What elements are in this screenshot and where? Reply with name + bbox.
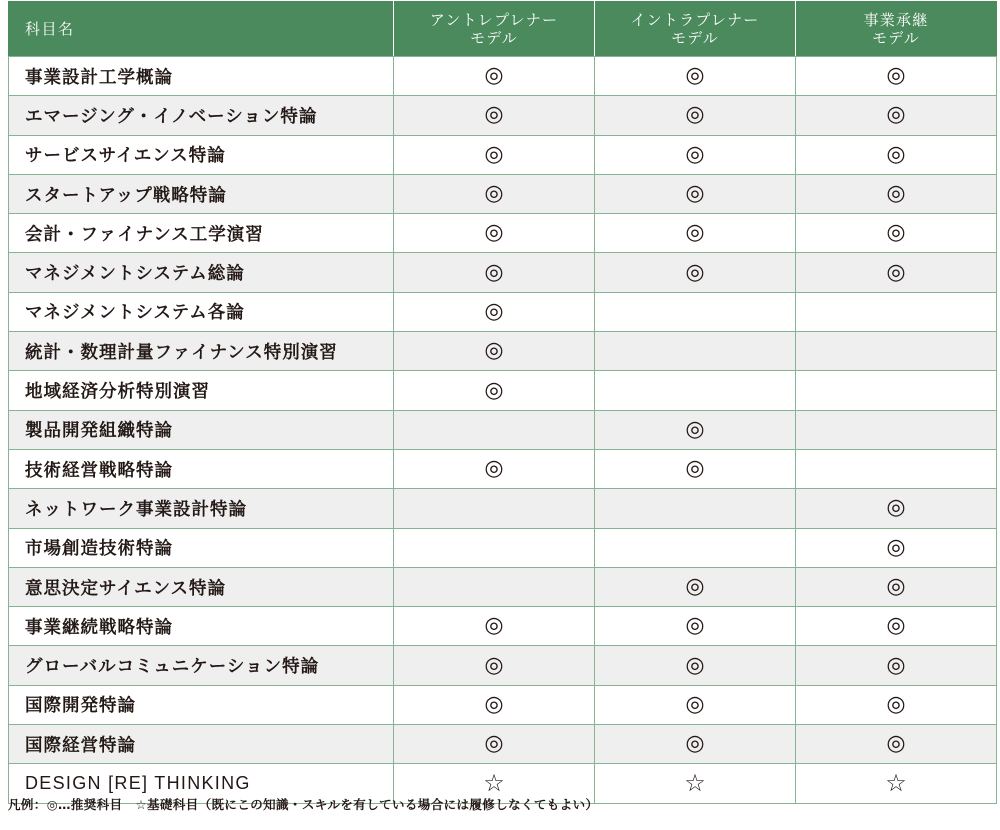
mark-cell [796, 371, 997, 410]
mark-cell [394, 253, 595, 292]
subject-name: マネジメントシステム総論 [9, 253, 394, 292]
double-circle-icon: ◎ [685, 574, 705, 599]
mark-cell [595, 607, 796, 646]
double-circle-icon: ◎ [886, 102, 906, 128]
double-circle-icon: ◎ [685, 456, 705, 482]
table-row [9, 135, 997, 174]
star-outline-icon: ☆ [885, 769, 907, 798]
mark-cell [595, 57, 796, 96]
double-circle-icon: ◎ [484, 377, 504, 403]
double-circle-icon: ◎ [886, 613, 906, 639]
double-circle-icon: ◎ [484, 259, 504, 285]
mark-cell [394, 292, 595, 331]
mark-cell [394, 332, 595, 371]
table-row [9, 567, 997, 606]
mark-cell [796, 489, 997, 528]
column-header-label: モデル [872, 29, 920, 47]
double-circle-icon: ◎ [685, 416, 705, 442]
double-circle-icon: ◎ [484, 613, 504, 639]
double-circle-icon: ◎ [484, 220, 504, 246]
subject-name: サービスサイエンス特論 [9, 135, 394, 174]
column-header-subject [9, 2, 394, 57]
column-header-label: アントレプレナー [429, 11, 559, 29]
double-circle-icon: ◎ [886, 691, 906, 717]
mark-cell [595, 685, 796, 724]
mark-cell [595, 646, 796, 685]
subject-name: 市場創造技術特論 [9, 528, 394, 567]
double-circle-icon: ◎ [685, 181, 705, 207]
table-row [9, 174, 997, 213]
double-circle-icon: ◎ [484, 456, 504, 482]
mark-cell [796, 174, 997, 213]
mark-cell [394, 371, 595, 410]
table-row [9, 528, 997, 567]
mark-cell [595, 567, 796, 606]
double-circle-icon: ◎ [484, 102, 504, 128]
star-outline-icon: ☆ [483, 769, 505, 798]
double-circle-icon: ◎ [484, 63, 504, 89]
mark-cell [595, 725, 796, 764]
table-row [9, 725, 997, 764]
mark-cell [394, 57, 595, 96]
table-row [9, 410, 997, 449]
mark-cell [394, 214, 595, 253]
mark-cell [394, 685, 595, 724]
double-circle-icon: ◎ [685, 63, 705, 89]
mark-cell [595, 96, 796, 135]
double-circle-icon: ◎ [886, 731, 906, 757]
subject-name: スタートアップ戦略特論 [9, 174, 394, 213]
double-circle-icon: ◎ [685, 141, 705, 167]
mark-cell [394, 135, 595, 174]
column-header-label: モデル [671, 29, 719, 47]
mark-cell [595, 135, 796, 174]
table-row [9, 253, 997, 292]
mark-cell [796, 214, 997, 253]
double-circle-icon: ◎ [886, 259, 906, 285]
column-header-label: モデル [470, 29, 518, 47]
table-row [9, 292, 997, 331]
double-circle-icon: ◎ [685, 259, 705, 285]
table-row [9, 449, 997, 488]
table-row [9, 96, 997, 135]
table-row [9, 214, 997, 253]
course-table-container [8, 1, 996, 804]
subject-name: DESIGN [RE] THINKING [9, 764, 394, 803]
double-circle-icon: ◎ [685, 220, 705, 246]
mark-cell [595, 528, 796, 567]
table-header [9, 2, 997, 57]
double-circle-icon: ◎ [484, 181, 504, 207]
subject-name: エマージング・イノベーション特論 [9, 96, 394, 135]
mark-cell [394, 528, 595, 567]
double-circle-icon: ◎ [886, 141, 906, 167]
mark-cell [796, 646, 997, 685]
mark-cell [394, 725, 595, 764]
column-header-label: イントラプレナー [630, 11, 760, 29]
mark-cell [595, 764, 796, 803]
legend-note: 凡例：◎…推奨科目 ☆基礎科目（既にこの知識・スキルを有している場合には履修しなくてもよい） [8, 797, 599, 812]
mark-cell [595, 371, 796, 410]
subject-name: ネットワーク事業設計特論 [9, 489, 394, 528]
mark-cell [394, 410, 595, 449]
subject-name: 国際経営特論 [9, 725, 394, 764]
table-row [9, 332, 997, 371]
mark-cell [394, 174, 595, 213]
subject-name: 事業設計工学概論 [9, 57, 394, 96]
subject-name: 国際開発特論 [9, 685, 394, 724]
double-circle-icon: ◎ [886, 495, 906, 521]
mark-cell [796, 410, 997, 449]
double-circle-icon: ◎ [685, 731, 705, 757]
table-row [9, 57, 997, 96]
mark-cell [796, 253, 997, 292]
mark-cell [595, 253, 796, 292]
mark-cell [796, 96, 997, 135]
mark-cell [394, 449, 595, 488]
mark-cell [595, 489, 796, 528]
column-header-label: 事業承継 [863, 11, 929, 29]
course-table [8, 1, 997, 804]
double-circle-icon: ◎ [484, 338, 504, 364]
mark-cell [595, 214, 796, 253]
table-row [9, 685, 997, 724]
double-circle-icon: ◎ [484, 298, 504, 324]
star-outline-icon: ☆ [684, 769, 706, 798]
double-circle-icon: ◎ [886, 181, 906, 207]
double-circle-icon: ◎ [886, 574, 906, 599]
mark-cell [394, 607, 595, 646]
mark-cell [394, 489, 595, 528]
mark-cell [796, 57, 997, 96]
header-row [9, 2, 997, 57]
mark-cell [796, 567, 997, 606]
mark-cell [796, 135, 997, 174]
double-circle-icon: ◎ [484, 731, 504, 757]
table-row [9, 607, 997, 646]
double-circle-icon: ◎ [685, 652, 705, 678]
column-header-entrepreneur-model [394, 2, 595, 57]
mark-cell [796, 725, 997, 764]
mark-cell [796, 607, 997, 646]
mark-cell [595, 292, 796, 331]
double-circle-icon: ◎ [484, 691, 504, 717]
mark-cell [796, 292, 997, 331]
mark-cell [796, 764, 997, 803]
mark-cell [595, 174, 796, 213]
double-circle-icon: ◎ [886, 220, 906, 246]
mark-cell [595, 332, 796, 371]
mark-cell [394, 646, 595, 685]
subject-name: 地域経済分析特別演習 [9, 371, 394, 410]
double-circle-icon: ◎ [484, 652, 504, 678]
column-header-label: 科目名 [25, 20, 75, 38]
double-circle-icon: ◎ [886, 534, 906, 560]
course-table-body [9, 57, 997, 804]
table-row [9, 371, 997, 410]
subject-name: 技術経営戦略特論 [9, 449, 394, 488]
double-circle-icon: ◎ [886, 652, 906, 678]
mark-cell [595, 449, 796, 488]
subject-name: 意思決定サイエンス特論 [9, 567, 394, 606]
double-circle-icon: ◎ [886, 63, 906, 89]
table-row [9, 489, 997, 528]
subject-name: 製品開発組織特論 [9, 410, 394, 449]
table-row [9, 646, 997, 685]
column-header-succession-model [796, 2, 997, 57]
double-circle-icon: ◎ [685, 691, 705, 717]
mark-cell [394, 567, 595, 606]
subject-name: マネジメントシステム各論 [9, 292, 394, 331]
mark-cell [796, 528, 997, 567]
mark-cell [796, 449, 997, 488]
subject-name: グローバルコミュニケーション特論 [9, 646, 394, 685]
subject-name: 事業継続戦略特論 [9, 607, 394, 646]
double-circle-icon: ◎ [685, 613, 705, 639]
mark-cell [796, 685, 997, 724]
double-circle-icon: ◎ [685, 102, 705, 128]
double-circle-icon: ◎ [484, 141, 504, 167]
mark-cell [595, 410, 796, 449]
subject-name: 会計・ファイナンス工学演習 [9, 214, 394, 253]
mark-cell [796, 332, 997, 371]
subject-name: 統計・数理計量ファイナンス特別演習 [9, 332, 394, 371]
column-header-intrapreneur-model [595, 2, 796, 57]
mark-cell [394, 96, 595, 135]
